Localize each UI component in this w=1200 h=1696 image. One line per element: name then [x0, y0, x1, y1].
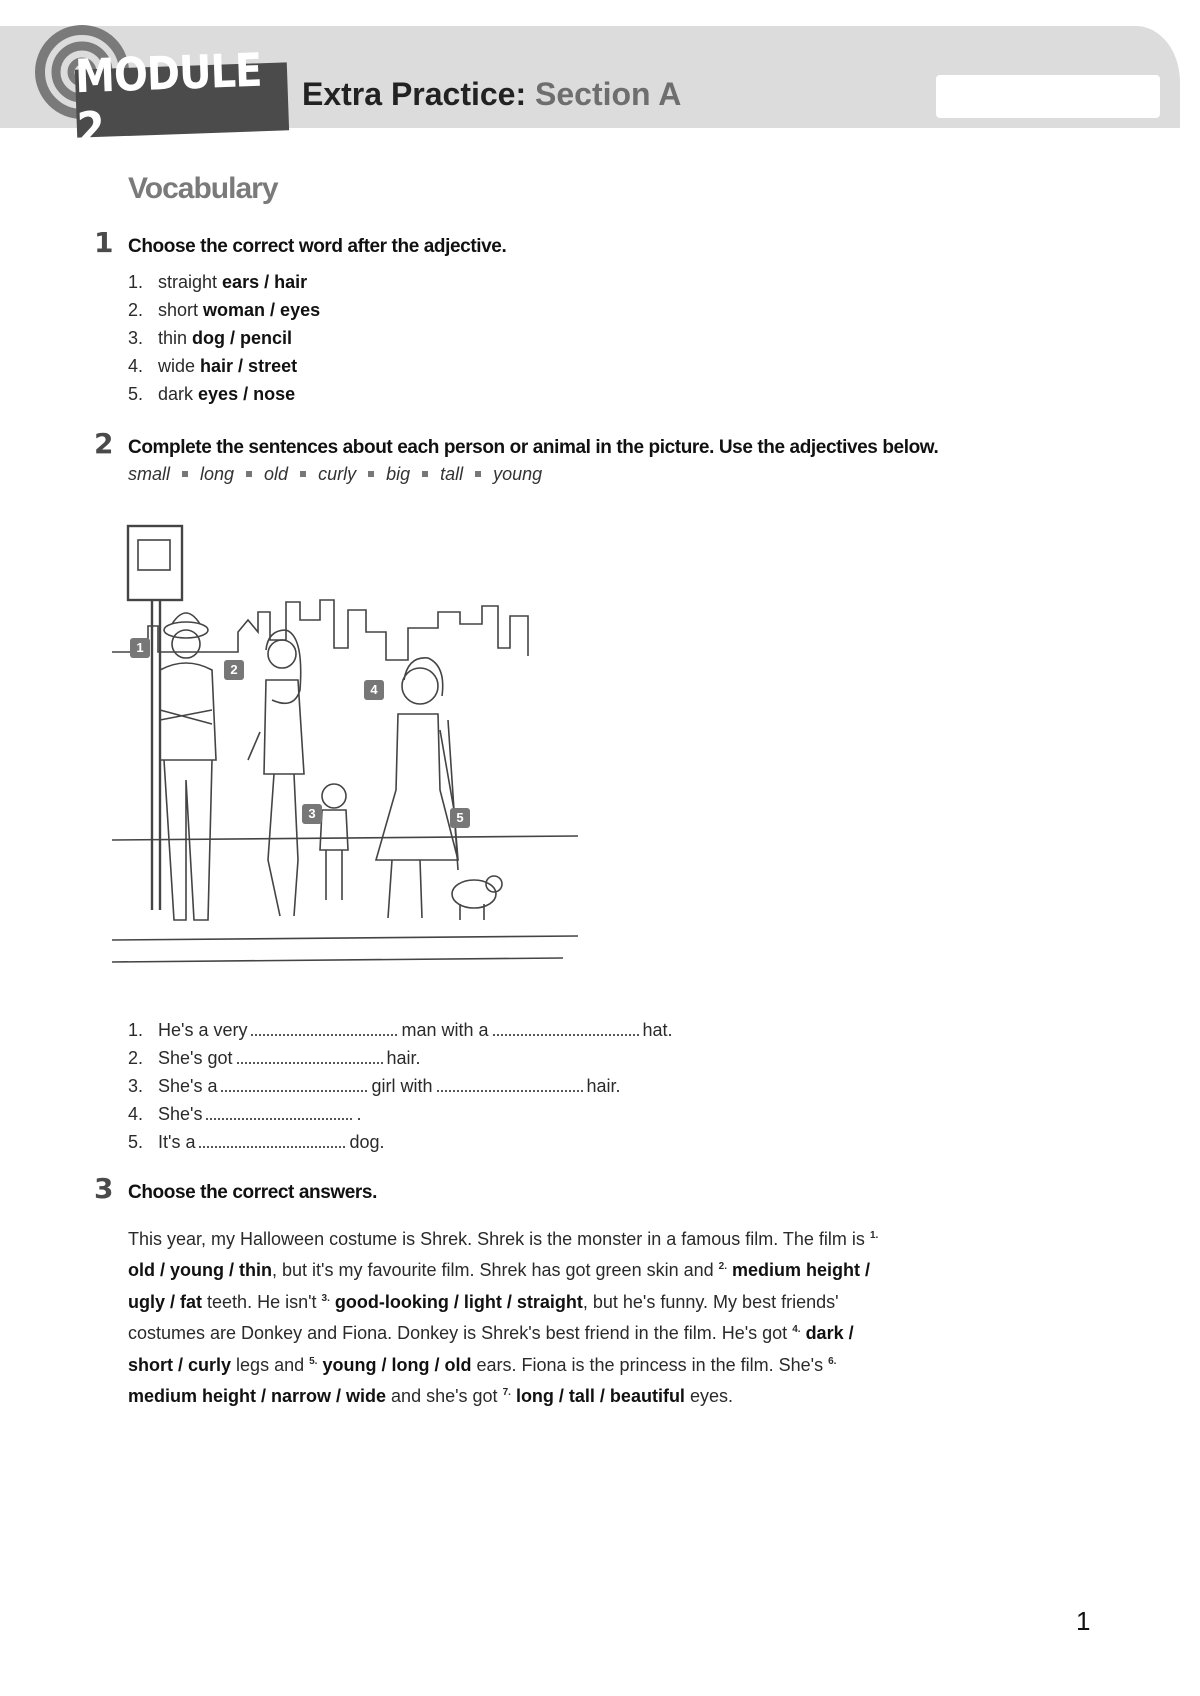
answer-blank[interactable] — [437, 1076, 583, 1092]
list-item: 5. It's a dog. — [128, 1132, 385, 1152]
answer-blank[interactable] — [221, 1076, 367, 1092]
picture-label-2: 2 — [230, 662, 238, 677]
answer-options[interactable]: medium height / narrow / wide — [128, 1386, 387, 1407]
answer-options[interactable]: dark / short / curly — [128, 1323, 854, 1375]
exercise-1-number: 1 — [94, 226, 114, 259]
exercise-2-number: 2 — [94, 427, 114, 460]
module-label: MODULE 2 — [74, 44, 263, 157]
word-box: small long old curly big tall young — [128, 464, 543, 484]
title-prefix: Extra Practice: — [302, 76, 527, 112]
list-item: 2. short woman / eyes — [128, 300, 321, 320]
answer-options[interactable]: eyes / nose — [198, 384, 296, 404]
street-scene-illustration — [108, 520, 588, 1000]
module-badge — [74, 44, 289, 157]
list-item: 2. She's got hair. — [128, 1048, 421, 1068]
answer-options[interactable]: woman / eyes — [203, 300, 321, 320]
answer-blank[interactable] — [206, 1104, 352, 1120]
answer-blank[interactable] — [251, 1020, 397, 1036]
list-item: 3. thin dog / pencil — [128, 328, 293, 348]
exercise-1-instruction: Choose the correct word after the adjective. — [128, 236, 507, 257]
picture-label-5: 5 — [456, 810, 464, 825]
page-title — [302, 76, 681, 113]
answer-options[interactable]: young / long / old — [322, 1354, 472, 1375]
list-item: 5. dark eyes / nose — [128, 384, 296, 404]
section-heading: Vocabulary — [128, 172, 278, 205]
picture-label-1: 1 — [136, 640, 144, 655]
answer-blank[interactable] — [199, 1132, 345, 1148]
exercise-3-number: 3 — [94, 1172, 114, 1205]
exercise-3-paragraph: This year, my Halloween costume is Shrek. Shrek is the monster in a famous film. The film is $^{1.}$ old / young / thin, but it's my favourite film. Shrek has got green skin and $^{2.}$ medium height / ugly / fat teeth. He isn't $^{3.}$ good-looking / light / straight, but he's funny. My best friends' costumes are Donkey and Fiona. Donkey is Shrek's best friend in the film. He's got $^{4.}$ dark / short / curly legs and $^{5.}$ young / long / old ears. Fiona is the princess in the film. She's $^{6.}$ medium height / narrow / wide and she's got $^{7.}$ long / tall / beautiful eyes. — [128, 1229, 879, 1407]
page-number: 1 — [1076, 1606, 1091, 1636]
title-section: Section A — [535, 76, 682, 112]
exercise-3-instruction: Choose the correct answers. — [128, 1182, 377, 1203]
list-item: 3. She's a girl with hair. — [128, 1076, 621, 1096]
list-item: 1. straight ears / hair — [128, 272, 308, 292]
list-item: 4. wide hair / street — [128, 356, 298, 376]
answer-blank[interactable] — [237, 1048, 383, 1064]
list-item: 1. He's a very man with a hat. — [128, 1020, 673, 1040]
answer-options[interactable]: old / young / thin — [128, 1260, 272, 1281]
name-field[interactable] — [936, 75, 1160, 118]
exercise-1-list — [128, 268, 320, 408]
answer-options[interactable]: good-looking / light / straight — [334, 1291, 583, 1312]
answer-blank[interactable] — [493, 1020, 639, 1036]
answer-options[interactable]: dog / pencil — [192, 328, 293, 348]
answer-options[interactable]: medium height / ugly / fat — [128, 1260, 871, 1312]
answer-options[interactable]: ears / hair — [222, 272, 308, 292]
answer-options[interactable]: long / tall / beautiful — [515, 1386, 685, 1407]
exercise-2-instruction: Complete the sentences about each person or animal in the picture. Use the adjectives below. — [128, 437, 939, 458]
picture-label-3: 3 — [308, 806, 316, 821]
picture-label-4: 4 — [370, 682, 378, 697]
list-item: 4. She's . — [128, 1104, 362, 1124]
answer-options[interactable]: hair / street — [200, 356, 298, 376]
exercise-2-list — [128, 1016, 673, 1156]
